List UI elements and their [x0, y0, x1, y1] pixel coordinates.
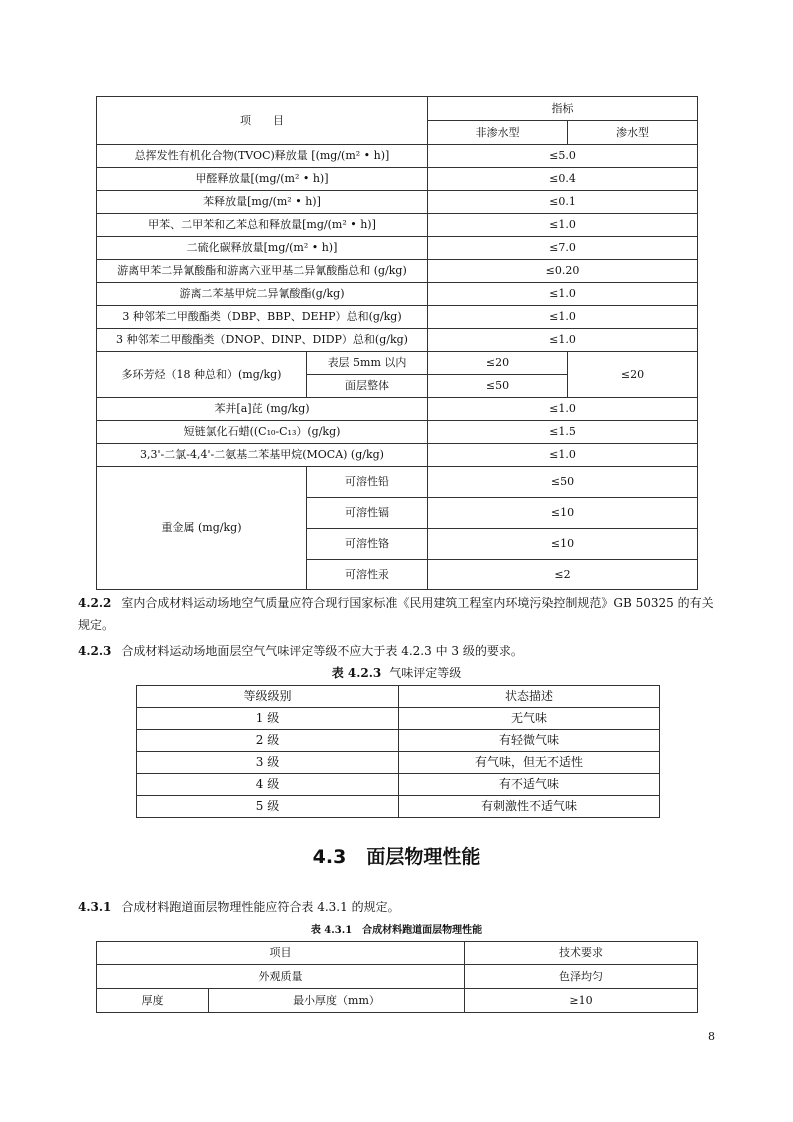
pah-surface-value: ≤20	[428, 352, 568, 375]
pah-permeable-value: ≤20	[568, 352, 698, 398]
clause-number: 4.3.1	[78, 900, 112, 914]
table-row: 甲苯、二甲苯和乙苯总和释放量[mg/(m² • h)] ≤1.0	[97, 214, 698, 237]
header-desc: 状态描述	[399, 686, 660, 708]
table-row: 可溶性汞 ≤2	[97, 560, 698, 590]
table-row: 可溶性镉 ≤10	[97, 498, 698, 529]
clause-4-2-3	[78, 640, 718, 662]
header-indicator: 指标	[428, 97, 698, 121]
table-caption-4-3-1: 表 4.3.1 合成材料跑道面层物理性能	[310, 925, 483, 936]
table-row: 3 级 有气味，但无不适性	[137, 752, 660, 774]
clause-text: 室内合成材料运动场地空气质量应符合现行国家标准《民用建筑工程室内环境污染控制规范》GB 50325 的有关规定。	[78, 596, 714, 632]
header-level: 等级级别	[137, 686, 399, 708]
odor-grade-table	[136, 685, 660, 818]
header-permeable: 渗水型	[568, 121, 698, 145]
clause-text: 合成材料运动场地面层空气气味评定等级不应大于表 4.2.3 中 3 级的要求。	[121, 644, 523, 658]
section-heading: 4.3 面层物理性能	[312, 846, 481, 868]
table-row: 甲醛释放量[(mg/(m² • h)] ≤0.4	[97, 168, 698, 191]
table-row: 5 级 有刺激性不适气味	[137, 796, 660, 818]
pah-label: 多环芳烃（18 种总和）(mg/kg)	[97, 352, 307, 398]
table-row: 3 种邻苯二甲酸酯类（DNOP、DINP、DIDP）总和(g/kg) ≤1.0	[97, 329, 698, 352]
table-caption-4-2-3: 表 4.2.3 气味评定等级	[331, 666, 462, 680]
table-row: 厚度 最小厚度（mm） ≥10	[97, 989, 698, 1013]
clause-number: 4.2.2	[78, 596, 112, 610]
table-row: 游离甲苯二异氰酸酯和游离六亚甲基二异氰酸酯总和 (g/kg) ≤0.20	[97, 260, 698, 283]
pah-whole-label: 面层整体	[307, 375, 428, 398]
header-item: 项 目	[97, 97, 428, 145]
heavy-metal-label: 重金属 (mg/kg)	[97, 467, 307, 590]
table-row: 可溶性铬 ≤10	[97, 529, 698, 560]
table-row: 外观质量 色泽均匀	[97, 965, 698, 989]
table-row: 二硫化碳释放量[mg/(m² • h)] ≤7.0	[97, 237, 698, 260]
header-requirement: 技术要求	[465, 942, 698, 965]
table-row-heavy-metal: 重金属 (mg/kg) 可溶性铅 ≤50	[97, 467, 698, 498]
clause-4-2-2	[78, 592, 718, 636]
table-row: 苯释放量[mg/(m² • h)] ≤0.1	[97, 191, 698, 214]
table-row: 3,3'-二氯-4,4'-二氨基二苯基甲烷(MOCA) (g/kg) ≤1.0	[97, 444, 698, 467]
header-non-permeable: 非渗水型	[428, 121, 568, 145]
physical-properties-table	[96, 941, 698, 1013]
clause-text: 合成材料跑道面层物理性能应符合表 4.3.1 的规定。	[121, 900, 400, 914]
header-item: 项目	[97, 942, 465, 965]
table-row: 短链氯化石蜡((C₁₀-C₁₃）(g/kg) ≤1.5	[97, 421, 698, 444]
table-row: 苯并[a]芘 (mg/kg) ≤1.0	[97, 398, 698, 421]
table-row: 游离二苯基甲烷二异氰酸酯(g/kg) ≤1.0	[97, 283, 698, 306]
pah-whole-value: ≤50	[428, 375, 568, 398]
table-row: 总挥发性有机化合物(TVOC)释放量 [(mg/(m² • h)] ≤5.0	[97, 145, 698, 168]
page-number: 8	[708, 1030, 715, 1043]
pah-surface-label: 表层 5mm 以内	[307, 352, 428, 375]
emission-limits-table	[96, 96, 698, 590]
table-row: 1 级 无气味	[137, 708, 660, 730]
clause-number: 4.2.3	[78, 644, 112, 658]
table-row: 2 级 有轻微气味	[137, 730, 660, 752]
table-row: 3 种邻苯二甲酸酯类（DBP、BBP、DEHP）总和(g/kg) ≤1.0	[97, 306, 698, 329]
clause-4-3-1	[78, 896, 718, 918]
table-row: 4 级 有不适气味	[137, 774, 660, 796]
table-row-pah	[97, 352, 698, 375]
